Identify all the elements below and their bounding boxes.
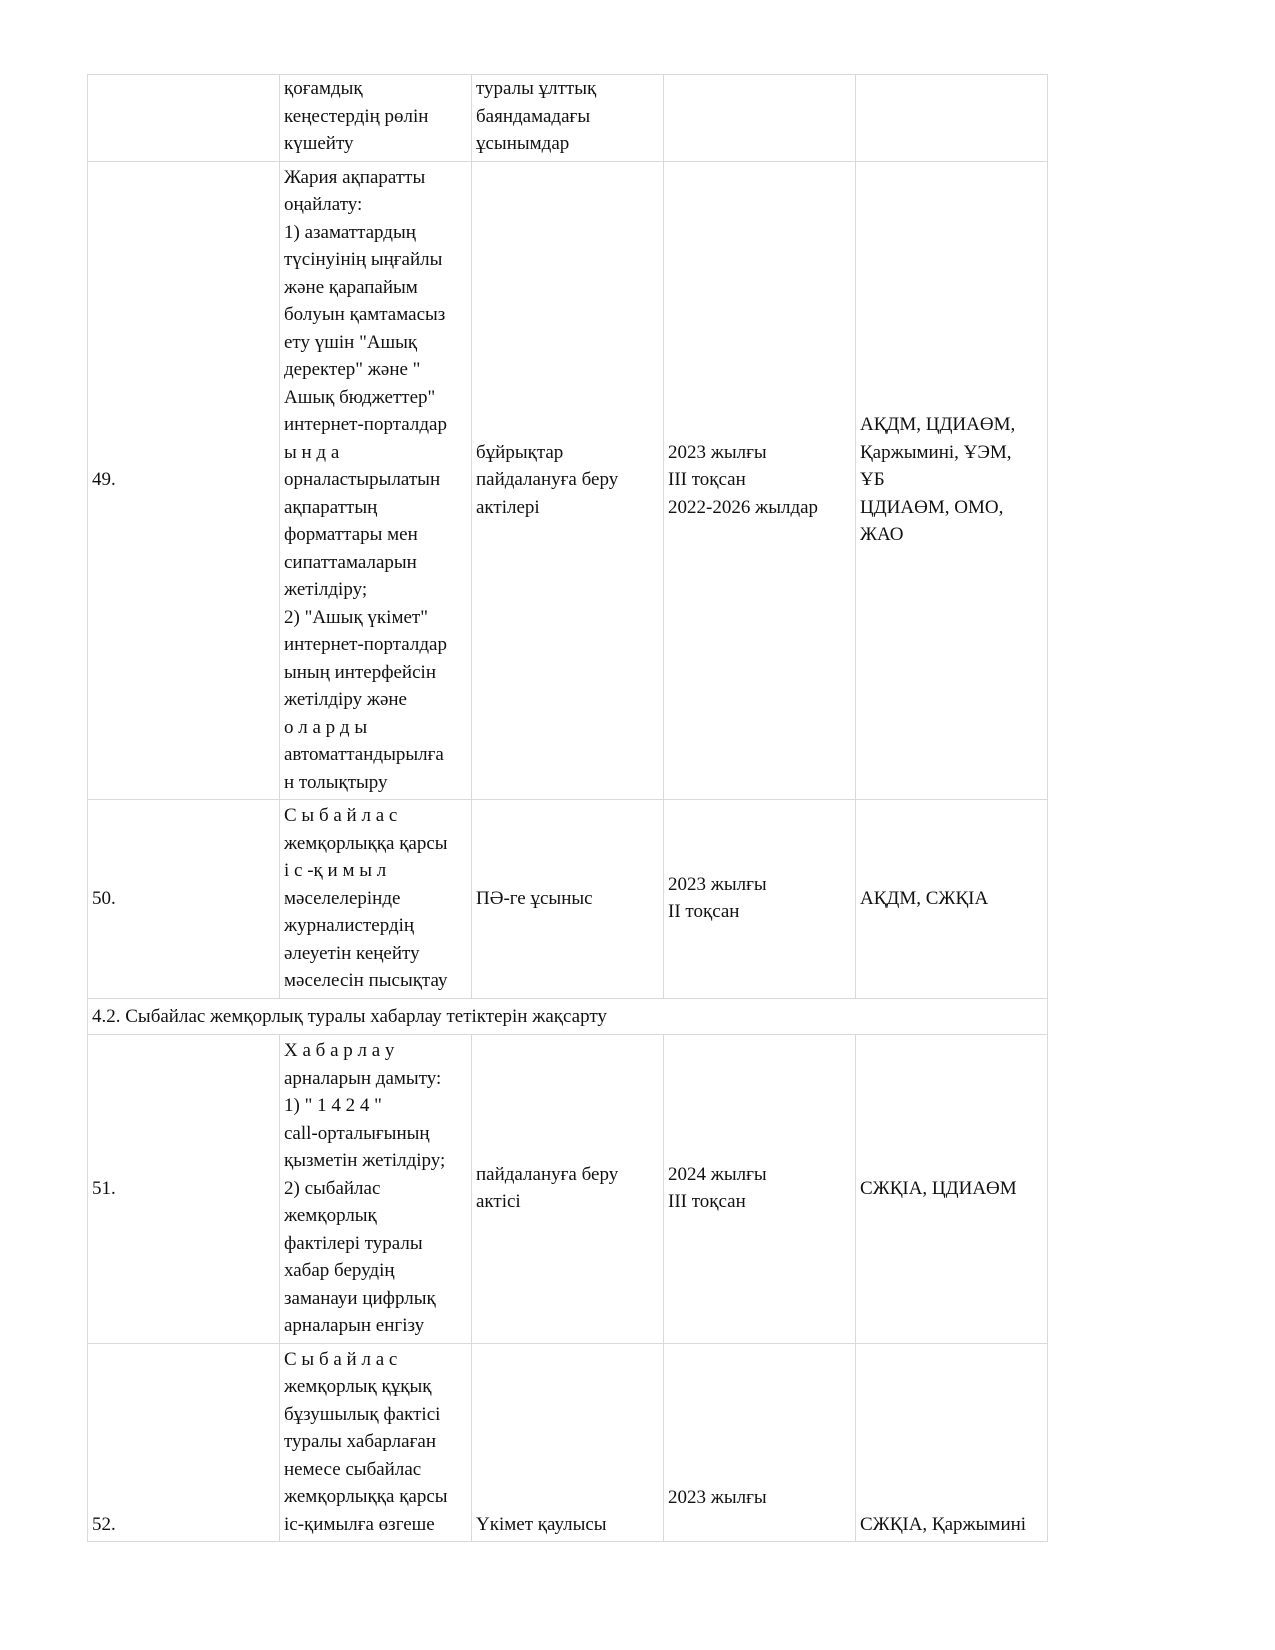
form-line: баяндамадағы bbox=[476, 105, 591, 127]
form-line: ПӘ-ге ұсыныс bbox=[476, 887, 593, 909]
responsible-cell bbox=[856, 1035, 1048, 1344]
row-number-cell bbox=[88, 1343, 280, 1542]
row-number-cell: 50. bbox=[88, 800, 280, 999]
task-line: автоматтандырылға bbox=[284, 744, 444, 765]
task-line: ы н д а bbox=[284, 441, 340, 463]
task-line: түсінуінің ыңғайлы bbox=[284, 249, 443, 270]
section-heading-row bbox=[88, 998, 1048, 1035]
task-line: оңайлату: bbox=[284, 194, 363, 215]
task-line: форматтары мен bbox=[284, 524, 418, 545]
deadline-cell bbox=[664, 800, 856, 999]
task-line: мәселесін пысықтау bbox=[284, 970, 448, 991]
completion-form-cell bbox=[472, 161, 664, 800]
row-number-cell bbox=[88, 75, 280, 162]
task-line: интернет-порталдар bbox=[284, 634, 447, 655]
task-cell bbox=[280, 1343, 472, 1542]
task-line: жетілдіру және bbox=[284, 689, 407, 710]
task-line: сипаттамаларын bbox=[284, 551, 417, 573]
completion-form-cell bbox=[472, 75, 664, 162]
task-line: болуын қамтамасыз bbox=[284, 304, 446, 325]
responsible-line: АҚДМ, СЖҚІА bbox=[860, 887, 989, 909]
task-line: Ашық бюджеттер" bbox=[284, 386, 436, 408]
responsible-line: ЦДИАӨМ, ОМО, bbox=[860, 496, 1004, 518]
task-line: ету үшін "Ашық bbox=[284, 331, 418, 353]
row-number: 52. bbox=[92, 1513, 116, 1535]
task-line: арналарын енгізу bbox=[284, 1315, 425, 1336]
deadline-line: 2023 жылғы bbox=[668, 873, 767, 895]
section-heading: 4.2. Сыбайлас жемқорлық туралы хабарлау тетіктерін жақсарту bbox=[88, 998, 1048, 1035]
table-row bbox=[88, 1035, 1048, 1344]
form-line: актісі bbox=[476, 1191, 521, 1213]
deadline-cell bbox=[664, 1035, 856, 1344]
form-line: актілері bbox=[476, 496, 540, 518]
task-cell bbox=[280, 1035, 472, 1344]
responsible-cell bbox=[856, 800, 1048, 999]
task-line: іс-қимылға өзгеше bbox=[284, 1513, 435, 1535]
task-line: қызметін жетілдіру; bbox=[284, 1150, 446, 1171]
task-line: С ы б а й л а с bbox=[284, 805, 398, 826]
responsible-line: СЖҚІА, ЦДИАӨМ bbox=[860, 1177, 1017, 1199]
task-line: 2) сыбайлас bbox=[284, 1177, 381, 1199]
form-line: пайдалануға беру bbox=[476, 469, 619, 490]
deadline-cell bbox=[664, 161, 856, 800]
responsible-line: ЖАО bbox=[860, 524, 904, 545]
task-cell bbox=[280, 75, 472, 162]
responsible-line: ҰБ bbox=[860, 469, 885, 490]
form-line: ұсынымдар bbox=[476, 133, 570, 154]
task-line: Жария ақпаратты bbox=[284, 166, 426, 188]
task-line: кеңестердің рөлін bbox=[284, 105, 429, 127]
task-line: 1) азаматтардың bbox=[284, 221, 416, 243]
task-line: жемқорлық құқық bbox=[284, 1376, 432, 1397]
task-line: call-орталығының bbox=[284, 1122, 430, 1144]
responsible-line: СЖҚІА, Қаржымині bbox=[860, 1513, 1027, 1535]
table-row bbox=[88, 161, 1048, 800]
task-line: интернет-порталдар bbox=[284, 414, 447, 435]
task-line: н толықтыру bbox=[284, 771, 388, 793]
task-line: 2) "Ашық үкімет" bbox=[284, 606, 428, 628]
responsible-line: АҚДМ, ЦДИАӨМ, bbox=[860, 414, 1016, 435]
task-line: жемқорлыққа қарсы bbox=[284, 832, 448, 854]
task-line: ақпараттың bbox=[284, 496, 378, 518]
task-line: хабар берудің bbox=[284, 1260, 395, 1281]
task-line: жетілдіру; bbox=[284, 579, 368, 600]
form-line: бұйрықтар bbox=[476, 441, 564, 463]
task-line: жемқорлыққа қарсы bbox=[284, 1486, 448, 1507]
task-line: жемқорлық bbox=[284, 1205, 377, 1226]
task-line: туралы хабарлаған bbox=[284, 1431, 436, 1452]
completion-form-cell bbox=[472, 1343, 664, 1542]
deadline-line: 2023 жылғы bbox=[668, 1486, 767, 1508]
form-line: Үкімет қаулысы bbox=[476, 1513, 607, 1535]
task-line: журналистердің bbox=[284, 915, 415, 936]
task-line: және қарапайым bbox=[284, 276, 418, 298]
responsible-cell bbox=[856, 1343, 1048, 1542]
responsible-line: Қаржымині, ҰЭМ, bbox=[860, 441, 1012, 463]
task-cell bbox=[280, 800, 472, 999]
deadline-line: III тоқсан bbox=[668, 1191, 746, 1213]
task-line: орналастырылатын bbox=[284, 469, 441, 490]
task-line: немесе сыбайлас bbox=[284, 1458, 422, 1480]
table-row bbox=[88, 1343, 1048, 1542]
task-line: қоғамдық bbox=[284, 78, 363, 99]
table-row bbox=[88, 800, 1048, 999]
deadline-line: 2024 жылғы bbox=[668, 1163, 767, 1185]
task-line: әлеуетін кеңейту bbox=[284, 942, 420, 964]
task-line: арналарын дамыту: bbox=[284, 1067, 442, 1089]
task-line: 1) " 1 4 2 4 " bbox=[284, 1095, 382, 1116]
responsible-cell bbox=[856, 161, 1048, 800]
task-line: деректер" және " bbox=[284, 359, 421, 380]
task-line: ының интерфейсін bbox=[284, 661, 436, 683]
responsible-cell bbox=[856, 75, 1048, 162]
completion-form-cell bbox=[472, 800, 664, 999]
task-line: фактілері туралы bbox=[284, 1232, 423, 1254]
row-number-cell: 51. bbox=[88, 1035, 280, 1344]
form-line: туралы ұлттық bbox=[476, 78, 597, 99]
deadline-line: 2023 жылғы bbox=[668, 441, 767, 463]
task-line: С ы б а й л а с bbox=[284, 1348, 398, 1370]
task-line: мәселелерінде bbox=[284, 887, 401, 909]
deadline-cell bbox=[664, 1343, 856, 1542]
task-line: күшейту bbox=[284, 133, 354, 154]
task-line: бұзушылық фактісі bbox=[284, 1403, 441, 1425]
row-number-cell: 49. bbox=[88, 161, 280, 800]
deadline-line: III тоқсан bbox=[668, 469, 746, 490]
task-line: о л а р д ы bbox=[284, 716, 368, 738]
deadline-line: 2022-2026 жылдар bbox=[668, 496, 819, 518]
task-line: Х а б а р л а у bbox=[284, 1040, 395, 1061]
deadline-line: II тоқсан bbox=[668, 901, 740, 923]
completion-form-cell bbox=[472, 1035, 664, 1344]
table-row bbox=[88, 75, 1048, 162]
deadline-cell bbox=[664, 75, 856, 162]
task-line: і с -қ и м ы л bbox=[284, 860, 387, 881]
form-line: пайдалануға беру bbox=[476, 1163, 619, 1185]
action-plan-table bbox=[87, 74, 1048, 1542]
task-cell bbox=[280, 161, 472, 800]
task-line: заманауи цифрлық bbox=[284, 1287, 436, 1309]
